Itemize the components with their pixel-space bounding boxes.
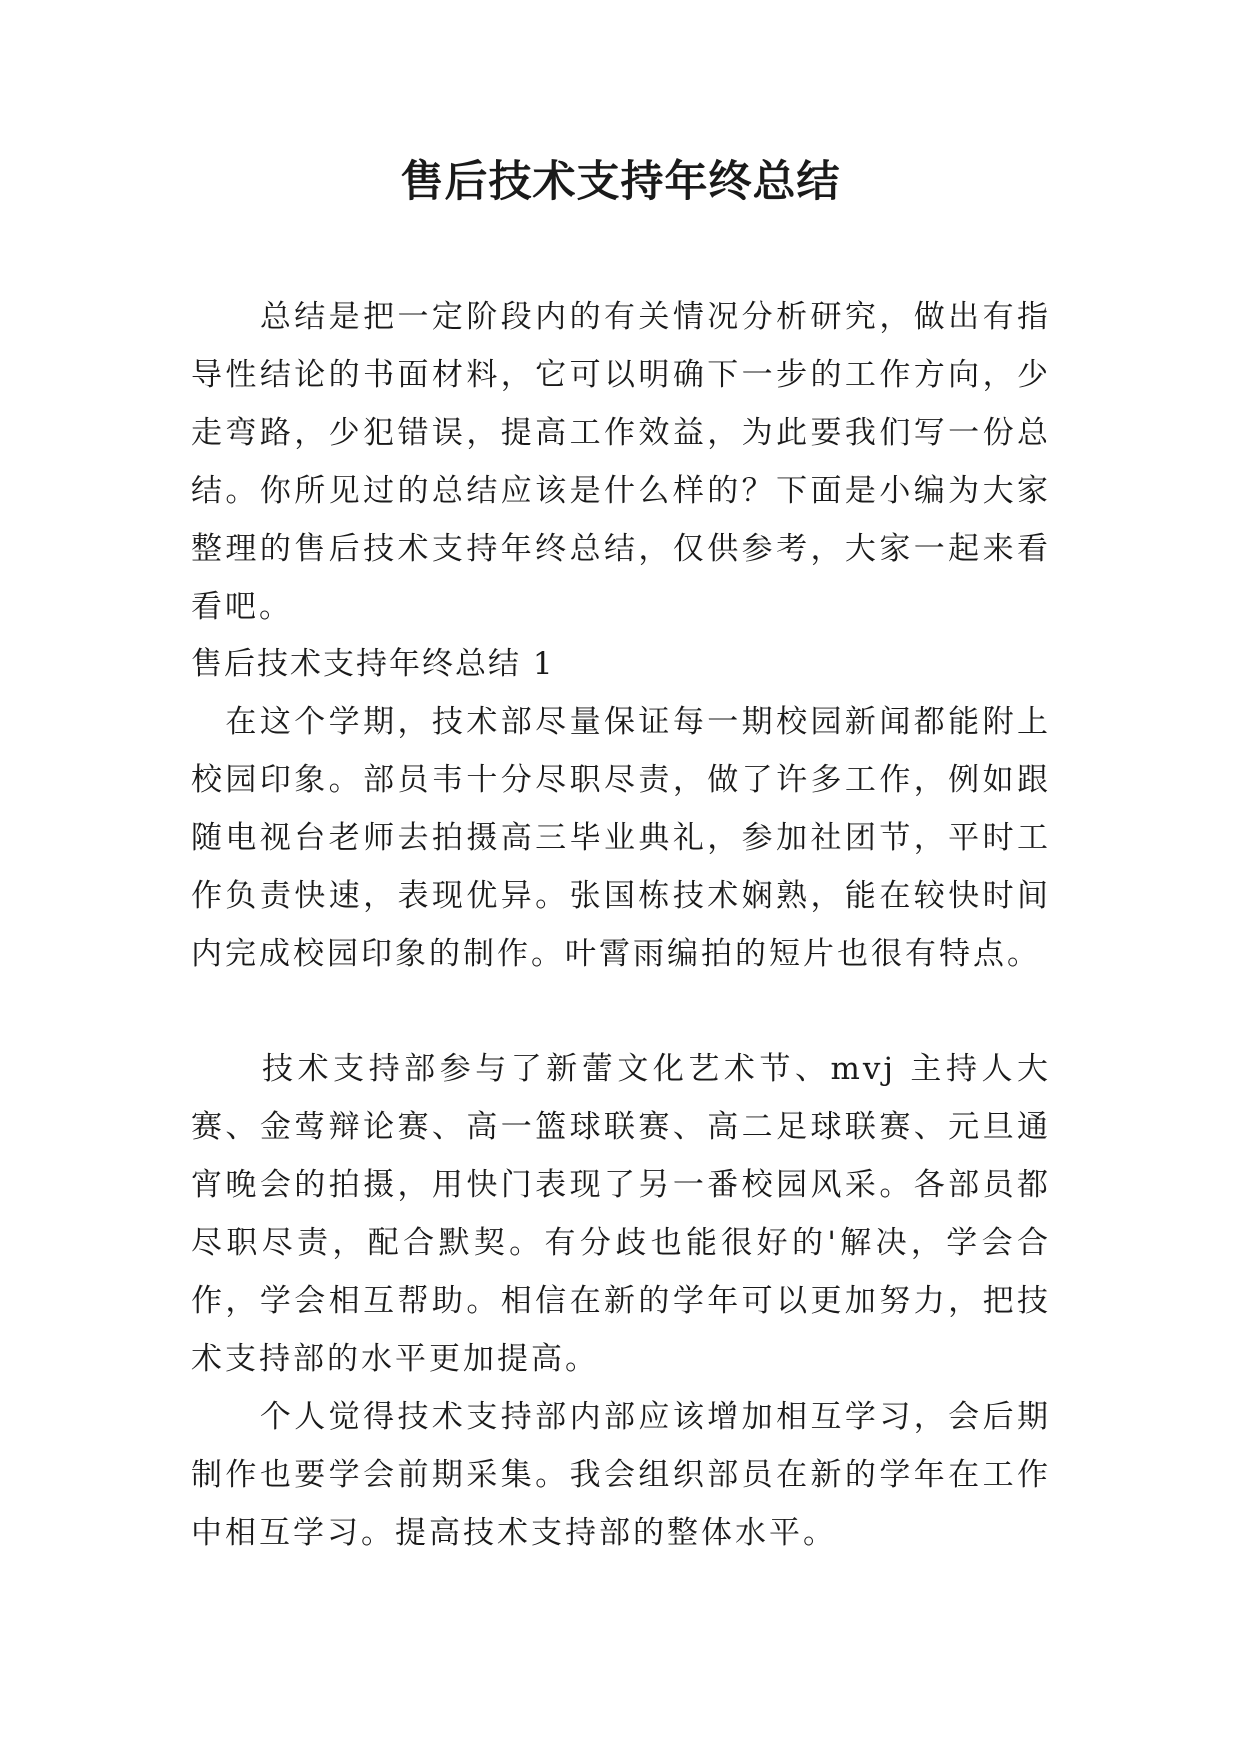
- intro-paragraph: 总结是把一定阶段内的有关情况分析研究，做出有指导性结论的书面材料，它可以明确下一步的工作方向，少走弯路，少犯错误，提高工作效益，为此要我们写一份总结。你所见过的总结应该是什么样的？下面是小编为大家整理的售后技术支持年终总结，仅供参考，大家一起来看看吧。: [191, 299, 1051, 625]
- section-paragraph-3: 个人觉得技术支持部内部应该增加相互学习，会后期制作也要学会前期采集。我会组织部员在新的学年在工作中相互学习。提高技术支持部的整体水平。: [191, 1399, 1051, 1551]
- section-heading: 售后技术支持年终总结 1: [191, 646, 555, 682]
- section-paragraph-2: 技术支持部参与了新蕾文化艺术节、mvj 主持人大赛、金莺辩论赛、高一篮球联赛、高二足球联赛、元旦通宵晚会的拍摄，用快门表现了另一番校园风采。各部员都尽职尽责，配合默契。有分歧也能很好的'解决，学会合作，学会相互帮助。相信在新的学年可以更加努力，把技术支持部的水平更加提高。: [191, 1051, 1051, 1377]
- section-paragraph-1: 在这个学期，技术部尽量保证每一期校园新闻都能附上校园印象。部员韦十分尽职尽责，做了许多工作，例如跟随电视台老师去拍摄高三毕业典礼，参加社团节，平时工作负责快速，表现优异。张国栋技术娴熟，能在较快时间内完成校园印象的制作。叶霄雨编拍的短片也很有特点。: [191, 704, 1051, 972]
- page-title: 售后技术支持年终总结: [400, 157, 841, 207]
